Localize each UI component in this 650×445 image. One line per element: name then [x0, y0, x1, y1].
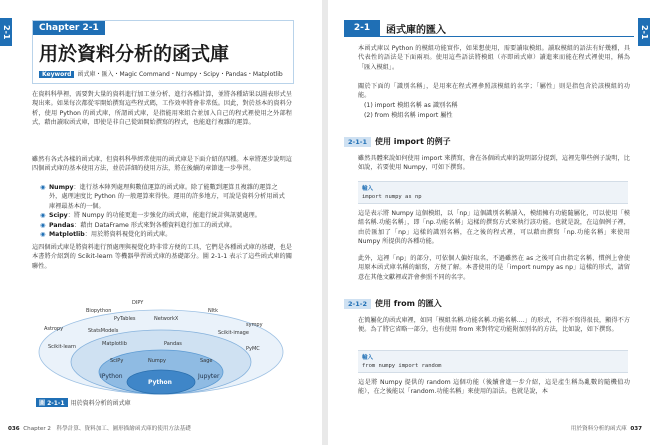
bullet-dot-icon: ◉	[40, 221, 46, 229]
from-intro-paragraph: 在簡屬化的函式庫裡，如同「模組名稱.功能名稱.功能名稱....」的形式，不得不寫得很長，顯得不方便。為了將它省略一部分，也有使用 from 來對特定功能附加別名的方法，比如說，如下撰寫。	[358, 317, 630, 334]
label-pymc: PyMC	[246, 346, 260, 352]
section-title: 函式庫的匯入	[386, 25, 446, 36]
keyword-row	[39, 69, 283, 78]
footer-chapter-text: Chapter 2 科學計算、資料加工、圖形描繪函式庫的使用方法基礎	[23, 426, 191, 432]
import-example-paragraph: 雖然具體來說如何使用 import 來撰寫，會在各個函式庫的說明部分提到，這裡先舉些例子說明，比如說，若要使用 Numpy，可如下撰寫。	[358, 155, 630, 172]
keyword-list: 函式庫・匯入・Magic Command・Numpy・Scipy・Pandas・Matplotlib	[77, 71, 283, 78]
figure-tag: 圖 2-1-1	[36, 398, 68, 407]
footer-section-text: 用於資料分析的函式庫	[570, 426, 627, 432]
import-intro-paragraph: 本函式庫以 Python 的模組功能實作，如果想使用，需要讀取模組。讀取模組的語法有好幾種，具代表性的語法是下面兩項。使用這些語法將模組（亦即函式庫）讀進來而能在程式裡使用，稱為「匯入模組」。	[358, 45, 630, 71]
code-block-import	[358, 181, 628, 204]
subsection-import-heading: 2-1-1 使用 import 的例子	[344, 136, 451, 148]
code-import-numpy: import numpy as np	[362, 194, 422, 200]
library-ecosystem-diagram	[36, 290, 286, 395]
subsection-number: 2-1-2	[344, 299, 371, 309]
np-explanation-paragraph: 這是表示將 Numpy 這個模組，以「np」這個識別名稱讀入，模組擁有功能隨屬化，可以使用「模組名稱.功能名稱」，即「np.功能名稱」這樣的撰寫方式來執行該功能。也就是說，在這個例子裡，由於匯加了「np」這樣的識別名稱，在之後的程式裡，可以藉由撰寫「np.功能名稱」來使用 Numpy 所提供的各種功能。	[358, 210, 630, 246]
label-dipy: DIPY	[132, 300, 144, 306]
keyword-tag: Keyword	[39, 71, 74, 78]
alias-convention-paragraph: 此外，這裡「np」的部分，可依個人偏好取名，不過雖然在 as 之後可自由指定名稱，慣例上會使用原本函式庫名稱的縮寫，方便了解。本書使用的是「import numpy as np」這樣的形式，請留意在其他文獻裡或許會參照不同的名字。	[358, 255, 630, 281]
label-pandas: Pandas	[164, 341, 182, 347]
label-astropy: Astropy	[44, 326, 64, 332]
bullet-dot-icon: ◉	[40, 231, 46, 239]
code-input-label: 輸入	[362, 355, 374, 361]
relation-paragraph: 這四個函式庫是將資料進行預處理與視覺化時非常方便的工具，它們是各種函式庫的基礎，也是本書將介紹到的 Scikit-learn 等機器學習函式庫的基礎部分。圖 2-1-1 表示了這些函式庫的關聯性。	[32, 244, 292, 270]
bullet-matplotlib: ◉ Matplotlib：用於將資料視覺化的函式庫。	[40, 231, 172, 239]
subsection-number: 2-1-1	[344, 137, 371, 147]
left-page	[0, 0, 322, 445]
page-number-left: 036	[8, 426, 20, 432]
label-pytables: PyTables	[114, 316, 136, 322]
bullet-scipy: ◉ Scipy：將 Numpy 的功能更進一步強化的函式庫，能進行統計與訊號處理。	[40, 212, 261, 220]
right-page	[328, 0, 650, 445]
side-tab-left: 2-1	[0, 18, 12, 46]
label-biopython: Biopython	[86, 308, 112, 314]
label-ipython: IPython	[100, 373, 123, 380]
random-explanation-paragraph: 這是將 Numpy 提供的 random 這個功能（後續會進一步介紹，這是產生稱為亂數的隨機值功能），在之後能以「random.功能名稱」來使用的語法。也就是說，本	[358, 379, 630, 396]
figure-caption: 圖 2-1-1 用於資料分析的函式庫	[36, 398, 131, 407]
section-number: 2-1	[344, 20, 380, 36]
library-overview-paragraph: 雖然有各式各樣的函式庫，但資料科學經常使用的函式庫是下面介紹的四種。本章將逐步說明這四個函式庫的基本使用方法，並於詳細的使用方法，將在後續的章節進一步學習。	[32, 156, 292, 173]
label-jupyter: Jupyter	[198, 373, 220, 380]
code-input-label: 輸入	[362, 186, 374, 192]
bullet-dot-icon: ◉	[40, 212, 46, 220]
label-statsmodels: StatsModels	[88, 328, 119, 334]
label-python: Python	[148, 379, 172, 386]
label-networkx: NetworkX	[154, 316, 179, 322]
library-bullet-list	[40, 183, 290, 239]
intro-paragraph: 在資料科學裡，需要對大量的資料進行加工並分析、進行各種計算，並將各種結果以圖表形式呈現出來。如果每次都從零開始撰寫這些程式碼，工作效率將會非常低。因此，對於基本的資料分析，使用 Python 的函式庫，所謂函式庫，是指能用來組合並加入自己的程式裡使用之外部程式，藉由讀取函式庫，即使是非自己從頭開始撰寫的程式，也能進行複雜的運算。	[32, 91, 292, 127]
label-scikit-learn: Scikit-learn	[48, 344, 77, 350]
label-matplotlib: Matplotlib	[102, 341, 127, 347]
label-sage: Sage	[200, 358, 213, 364]
code-from-numpy: from numpy import random	[362, 363, 442, 369]
page-number-right: 037	[630, 426, 642, 432]
syntax-item-1: (1) import 模組名稱 as 識別名稱	[364, 102, 458, 109]
identifier-explanation-paragraph: 關於下面的「識別名稱」，是用來在程式裡參照該模組的名字；「屬性」則是指包含於該模組的功能。	[358, 83, 630, 100]
label-nltk: Nltk	[208, 308, 218, 314]
subsection-from-heading: 2-1-2 使用 from 的匯入	[344, 298, 442, 310]
label-scipy: SciPy	[110, 358, 124, 364]
side-tab-right: 2-1	[638, 18, 650, 46]
syntax-item-2: (2) from 模組名稱 import 屬性	[364, 112, 453, 119]
chapter-title: 用於資料分析的函式庫	[39, 43, 230, 65]
right-footer	[571, 424, 642, 432]
label-sympy: sympy	[246, 322, 263, 328]
label-numpy: Numpy	[148, 358, 166, 364]
bullet-pandas: ◉ Pandas：藉由 DataFrame 形式來對各種資料進行加工的函式庫。	[40, 221, 236, 229]
section-header	[344, 20, 634, 37]
label-scikit-image: Scikit-image	[218, 330, 249, 336]
bullet-dot-icon: ◉	[40, 184, 46, 191]
left-footer	[8, 424, 191, 432]
chapter-label: Chapter 2-1	[33, 21, 105, 35]
code-block-from	[358, 350, 628, 373]
chapter-header	[32, 20, 294, 84]
bullet-numpy: ◉ Numpy：進行基本陣列處理與數值運算的函式庫。除了能數到運算且複雜的運算之外，處理速度比 Python 的一般運算來得快。運用的許多地方，可說是資料分析用函式庫裡最基本的一個。	[40, 184, 285, 210]
